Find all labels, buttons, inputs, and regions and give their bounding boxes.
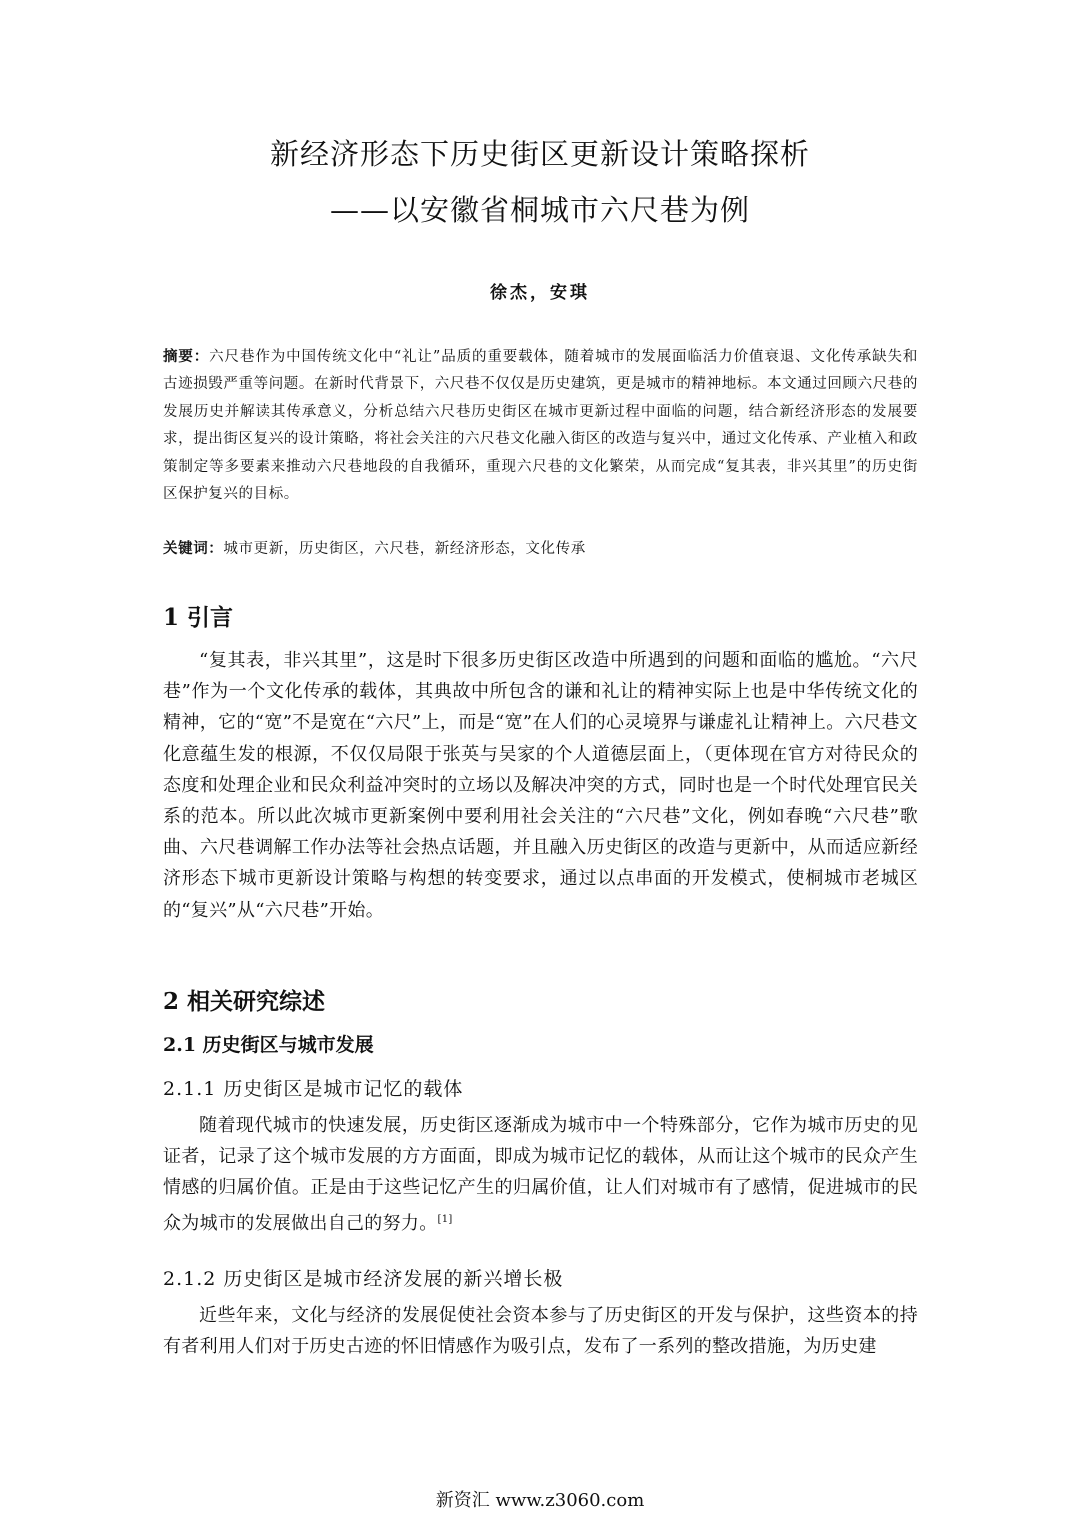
section-2-1-1-heading: 2.1.1 历史街区是城市记忆的载体 — [163, 1078, 464, 1100]
section-1-heading: 1 引言 — [163, 604, 234, 631]
section-2-1-heading: 2.1 历史街区与城市发展 — [163, 1034, 374, 1056]
abstract — [163, 343, 918, 508]
keywords — [163, 535, 918, 563]
keywords-text: 城市更新，历史街区，六尺巷，新经济形态，文化传承 — [223, 541, 586, 557]
section-2-1-2-heading: 2.1.2 历史街区是城市经济发展的新兴增长极 — [163, 1268, 564, 1290]
section-2-1-1-paragraph — [163, 1110, 918, 1239]
section-2-1-1-text: 随着现代城市的快速发展，历史街区逐渐成为城市中一个特殊部分，它作为城市历史的见证者，记录了这个城市发展的方方面面，即成为城市记忆的载体，从而让这个城市的民众产生情感的归属价值。正是由于这些记忆产生的归属价值，让人们对城市有了感情，促进城市的民众为城市的发展做出自己的努力。 — [163, 1115, 918, 1234]
citation-ref[interactable]: [1] — [437, 1213, 453, 1225]
section-2-1-2-paragraph: 近些年来，文化与经济的发展促使社会资本参与了历史街区的开发与保护，这些资本的持有者利用人们对于历史古迹的怀旧情感作为吸引点，发布了一系列的整改措施，为历史建 — [163, 1305, 918, 1358]
authors: 徐杰，安琪 — [490, 283, 590, 303]
abstract-text: 六尺巷作为中国传统文化中“礼让”品质的重要载体，随着城市的发展面临活力价值衰退、文化传承缺失和古迹损毁严重等问题。在新时代背景下，六尺巷不仅仅是历史建筑，更是城市的精神地标。本文通过回顾六尺巷的发展历史并解读其传承意义，分析总结六尺巷历史街区在城市更新过程中面临的问题，结合新经济形态的发展要求，提出街区复兴的设计策略，将社会关注的六尺巷文化融入街区的改造与复兴中，通过文化传承、产业植入和政策制定等多要素来推动六尺巷地段的自我循环，重现六尺巷的文化繁荣，从而完成“复其表，非兴其里”的历史街区保护复兴的目标。 — [163, 349, 918, 503]
section-2-heading: 2 相关研究综述 — [163, 988, 326, 1015]
footer-watermark: 新资汇 www.z3060.com — [435, 1490, 645, 1511]
keywords-label: 关键词： — [163, 540, 224, 557]
section-1-paragraph: “复其表，非兴其里”，这是时下很多历史街区改造中所遇到的问题和面临的尴尬。“六尺巷”作为一个文化传承的载体，其典故中所包含的谦和礼让的精神实际上也是中华传统文化的精神，它的“宽”不是宽在“六尺”上，而是“宽”在人们的心灵境界与谦虚礼让精神上。六尺巷文化意蕴生发的根源，不仅仅局限于张英与吴家的个人道德层面上，（更体现在官方对待民众的态度和处理企业和民众利益冲突时的立场以及解决冲突的方式，同时也是一个时代处理官民关系的范本。所以此次城市更新案例中要利用社会关注的“六尺巷”文化，例如春晚“六尺巷”歌曲、六尺巷调解工作办法等社会热点话题，并且融入历史街区的改造与更新中，从而适应新经济形态下城市更新设计策略与构想的转变要求，通过以点串面的开发模式，使桐城市老城区的“复兴”从“六尺巷”开始。 — [163, 650, 918, 921]
paper-title: 新经济形态下历史街区更新设计策略探析 — [269, 137, 810, 171]
paper-subtitle: ——以安徽省桐城市六尺巷为例 — [329, 193, 750, 227]
abstract-label: 摘要： — [163, 348, 210, 365]
